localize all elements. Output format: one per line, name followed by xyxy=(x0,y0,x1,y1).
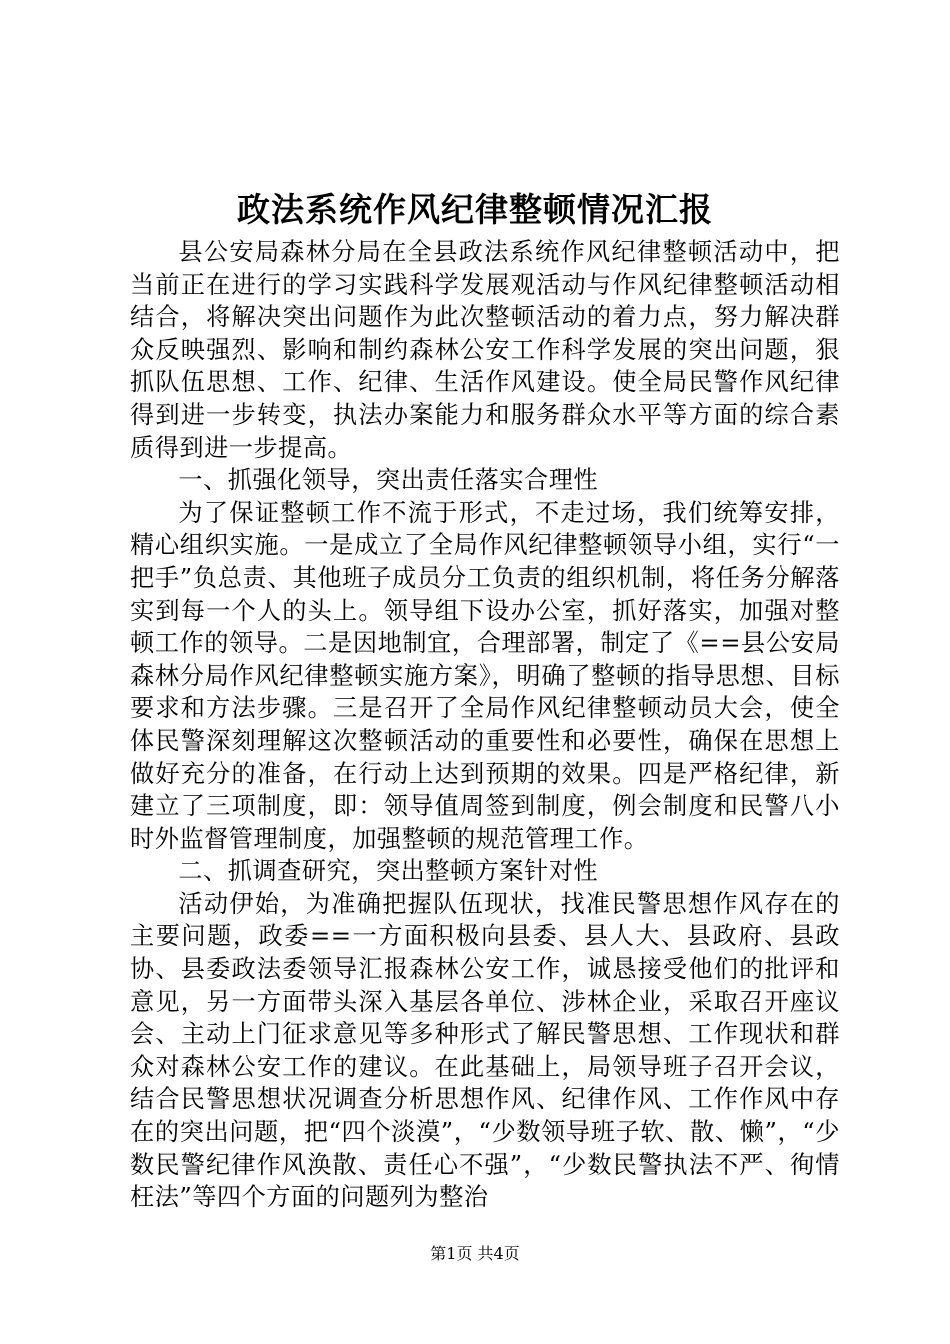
document-body xyxy=(130,236,840,1214)
section-heading-1: 一、抓强化领导，突出责任落实合理性 xyxy=(178,466,599,495)
document-title: 政法系统作风纪律整顿情况汇报 xyxy=(237,190,713,229)
section-heading-2: 二、抓调查研究，突出整顿方案针对性 xyxy=(178,857,599,886)
paragraph-section-2: 活动伊始，为准确把握队伍现状，找准民警思想作风存在的主要问题，政委==一方面积极向县委、县人大、县政府、县政协、县委政法委领导汇报森林公安工作，诚恳接受他们的批评和意见，另一方面带头深入基层各单位、涉林企业，采取召开座议会、主动上门征求意见等多种形式了解民警思想、工作现状和群众对森林公安工作的建议。在此基础上，局领导班子召开会议，结合民警思想状况调查分析思想作风、纪律作风、工作作风中存在的突出问题，把“四个淡漠”，“少数领导班子软、散、懒”，“少数民警纪律作风涣散、责任心不强”，“少数民警执法不严、徇情枉法”等四个方面的问题列为整治 xyxy=(130,889,840,1212)
page-number: 第1页 共4页 xyxy=(430,1244,520,1263)
paragraph-intro: 县公安局森林分局在全县政法系统作风纪律整顿活动中，把当前正在进行的学习实践科学发展观活动与作风纪律整顿活动相结合，将解决突出问题作为此次整顿活动的着力点，努力解决群众反映强烈、影响和制约森林公安工作科学发展的突出问题，狠抓队伍思想、工作、纪律、生活作风建设。使全局民警作风纪律得到进一步转变，执法办案能力和服务群众水平等方面的综合素质得到进一步提高。 xyxy=(130,238,840,462)
paragraph-section-1: 为了保证整顿工作不流于形式，不走过场，我们统筹安排，精心组织实施。一是成立了全局作风纪律整顿领导小组，实行“一把手”负总责、其他班子成员分工负责的组织机制，将任务分解落实到每一个人的头上。领导组下设办公室，抓好落实，加强对整顿工作的领导。二是因地制宜，合理部署，制定了《==县公安局森林分局作风纪律整顿实施方案》，明确了整顿的指导思想、目标要求和方法步骤。三是召开了全局作风纪律整顿动员大会，使全体民警深刻理解这次整顿活动的重要性和必要性，确保在思想上做好充分的准备，在行动上达到预期的效果。四是严格纪律，新建立了三项制度，即：领导值周签到制度，例会制度和民警八小时外监督管理制度，加强整顿的规范管理工作。 xyxy=(130,498,840,853)
